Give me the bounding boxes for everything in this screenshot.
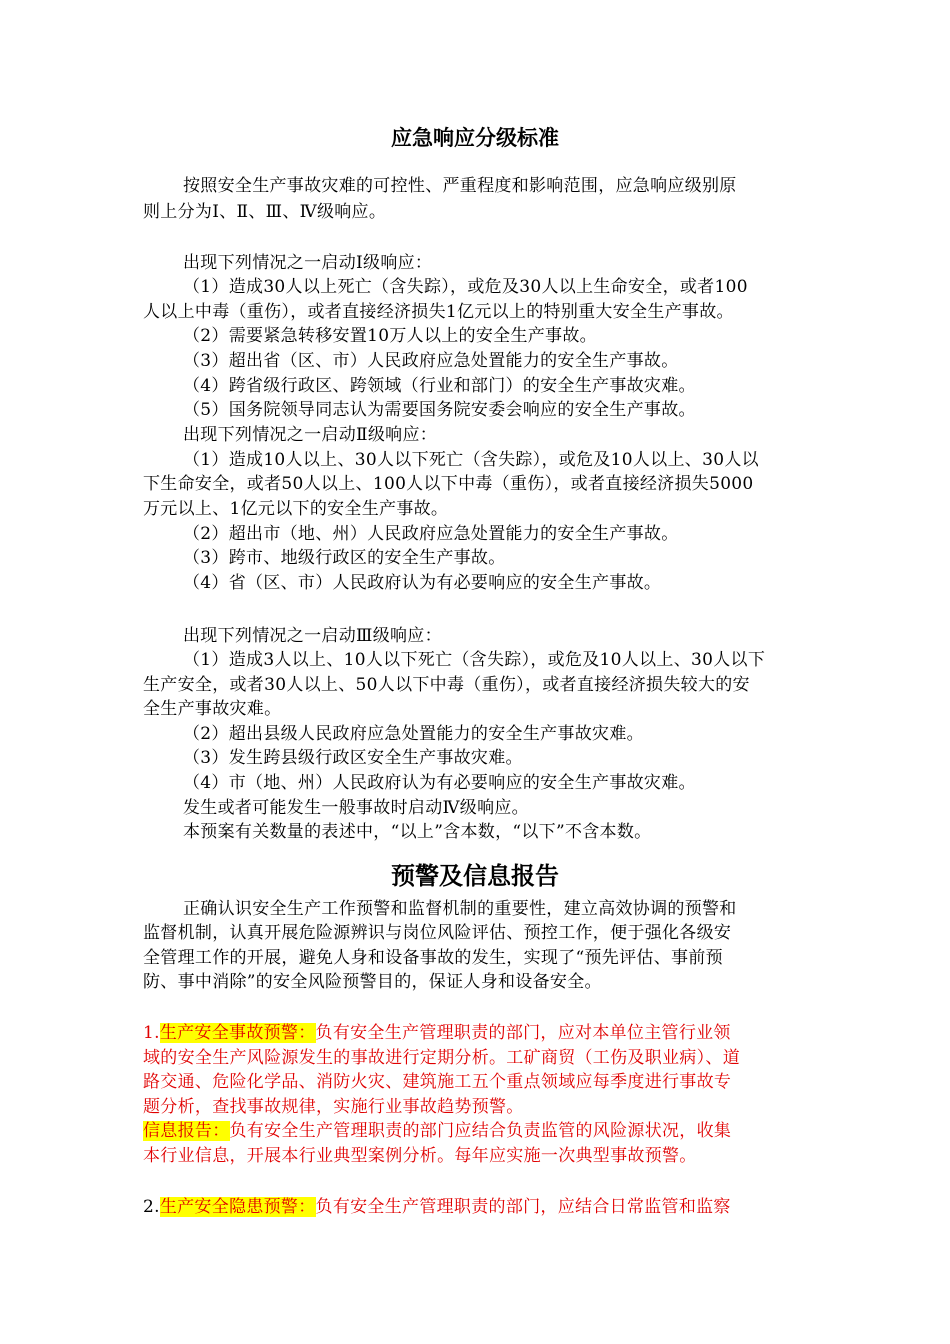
list-item: 人以上中毒（重伤），或者直接经济损失1亿元以上的特别重大安全生产事故。 (143, 302, 734, 322)
item-number: 1. (143, 1023, 160, 1043)
accident-warning-text: 负有安全生产管理职责的部门，应对本单位主管行业领 (315, 1023, 731, 1043)
intro-line: 正确认识安全生产工作预警和监督机制的重要性，建立高效协调的预警和 (183, 899, 737, 919)
level2-heading: 出现下列情况之一启动Ⅱ级响应： (183, 425, 438, 445)
accident-warning-line: 题分析，查找事故规律，实施行业事故趋势预警。 (143, 1097, 524, 1117)
list-item: （1）造成10人以上、30人以下死亡（含失踪），或危及10人以上、30人以 (183, 450, 759, 470)
accident-warning-line: 路交通、危险化学品、消防火灾、建筑施工五个重点领域应每季度进行事故专 (143, 1072, 732, 1092)
intro-line: 防、事中消除”的安全风险预警目的，保证人身和设备安全。 (143, 972, 602, 992)
list-item: （4）市（地、州）人民政府认为有必要响应的安全生产事故灾难。 (183, 773, 696, 793)
info-report-line: 本行业信息，开展本行业典型案例分析。每年应实施一次典型事故预警。 (143, 1146, 697, 1166)
level4-text: 发生或者可能发生一般事故时启动Ⅳ级响应。 (183, 798, 529, 818)
intro-line: 按照安全生产事故灾难的可控性、严重程度和影响范围，应急响应级别原 (183, 176, 737, 196)
intro-line: 全管理工作的开展，避免人身和设备事故的发生，实现了“预先评估、事前预 (143, 948, 723, 968)
list-item: 万元以上、1亿元以下的安全生产事故。 (143, 499, 449, 519)
hazard-warning-label: 生产安全隐患预警： (159, 1197, 316, 1217)
quantity-note: 本预案有关数量的表述中，“以上”含本数，“以下”不含本数。 (183, 822, 652, 842)
section-title-warning: 预警及信息报告 (391, 862, 559, 890)
hazard-warning-text: 负有安全生产管理职责的部门，应结合日常监管和监察 (315, 1197, 731, 1217)
list-item: （3）超出省（区、市）人民政府应急处置能力的安全生产事故。 (183, 351, 679, 371)
intro-line: 监督机制，认真开展危险源辨识与岗位风险评估、预控工作，便于强化各级安 (143, 923, 732, 943)
info-report-text: 负有安全生产管理职责的部门应结合负责监管的风险源状况，收集 (229, 1121, 732, 1141)
info-report-label: 信息报告： (143, 1121, 230, 1141)
level3-heading: 出现下列情况之一启动Ⅲ级响应： (183, 626, 442, 646)
info-report-line (143, 1119, 731, 1143)
list-item: （2）超出县级人民政府应急处置能力的安全生产事故灾难。 (183, 724, 644, 744)
section-title-response-levels: 应急响应分级标准 (391, 126, 559, 150)
accident-warning-line (143, 1021, 731, 1045)
list-item: （2）超出市（地、州）人民政府应急处置能力的安全生产事故。 (183, 524, 679, 544)
intro-line: 则上分为Ⅰ、Ⅱ、Ⅲ、Ⅳ级响应。 (143, 202, 387, 222)
hazard-warning-line (143, 1195, 731, 1219)
list-item: （2）需要紧急转移安置10万人以上的安全生产事故。 (183, 326, 597, 346)
accident-warning-label: 生产安全事故预警： (159, 1023, 316, 1043)
list-item: 生产安全，或者30人以上、50人以下中毒（重伤），或者直接经济损失较大的安 (143, 675, 750, 695)
list-item: （1）造成3人以上、10人以下死亡（含失踪），或危及10人以上、30人以下 (183, 650, 766, 670)
list-item: （5）国务院领导同志认为需要国务院安委会响应的安全生产事故。 (183, 400, 696, 420)
level1-heading: 出现下列情况之一启动Ⅰ级响应： (183, 253, 433, 273)
item-number: 2. (143, 1197, 160, 1217)
list-item: （3）发生跨县级行政区安全生产事故灾难。 (183, 748, 523, 768)
list-item: （3）跨市、地级行政区的安全生产事故。 (183, 548, 506, 568)
list-item: （4）跨省级行政区、跨领域（行业和部门）的安全生产事故灾难。 (183, 376, 696, 396)
list-item: （4）省（区、市）人民政府认为有必要响应的安全生产事故。 (183, 573, 662, 593)
list-item: （1）造成30人以上死亡（含失踪），或危及30人以上生命安全，或者100 (183, 277, 748, 297)
list-item: 全生产事故灾难。 (143, 699, 282, 719)
list-item: 下生命安全，或者50人以上、100人以下中毒（重伤），或者直接经济损失5000 (143, 474, 754, 494)
accident-warning-line: 域的安全生产风险源发生的事故进行定期分析。工矿商贸（工伤及职业病）、道 (143, 1048, 740, 1068)
